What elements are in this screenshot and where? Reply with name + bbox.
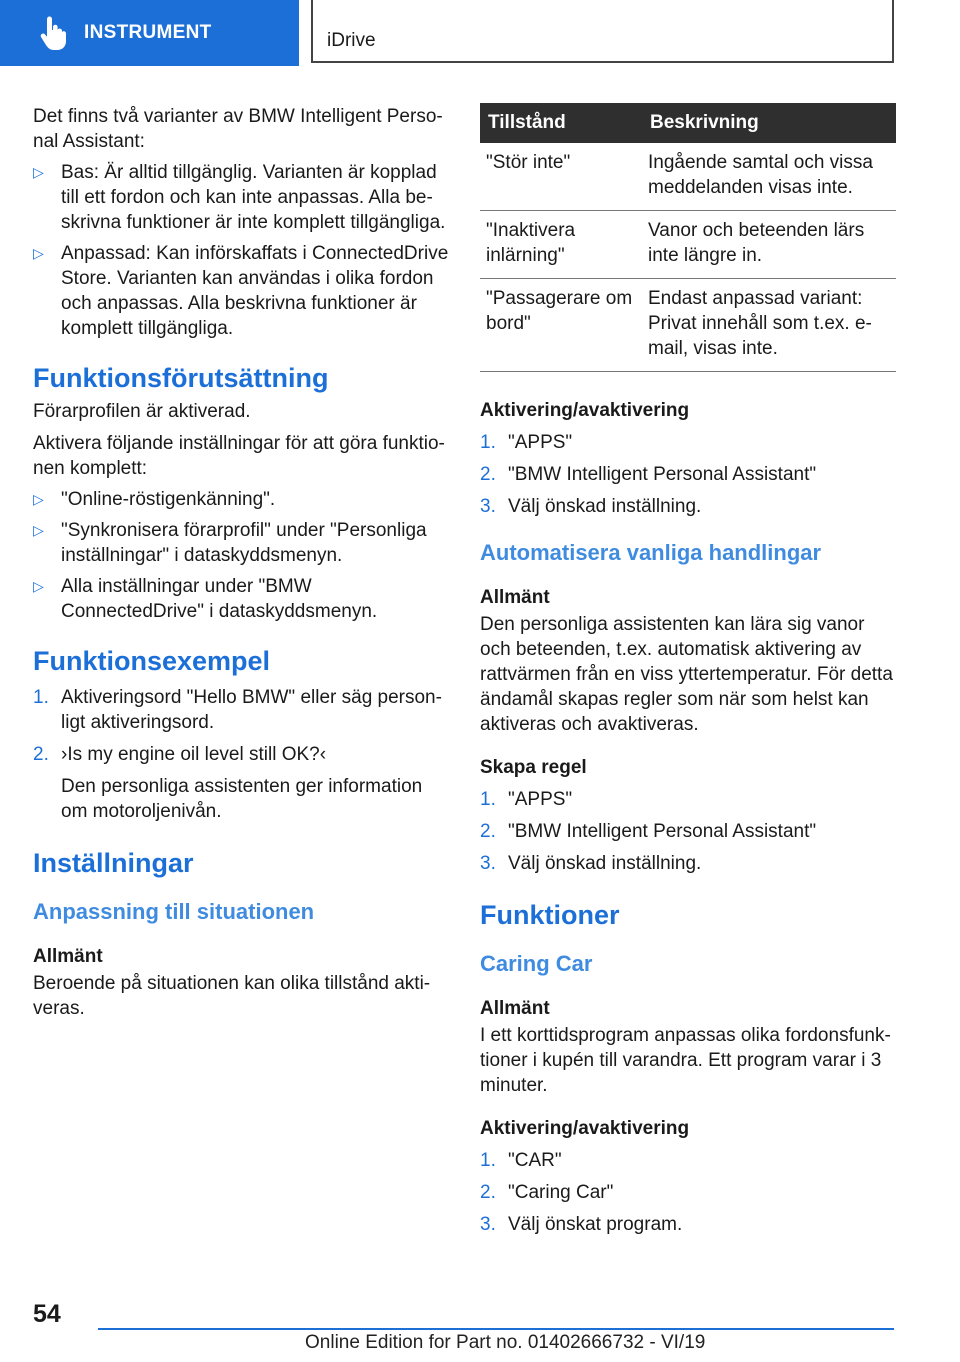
settings-heading: Inställningar: [33, 848, 194, 878]
caring-activation-label: Aktivering/avaktivering: [480, 1118, 690, 1139]
caring-step: 2. "Caring Car": [480, 1182, 614, 1203]
general-text: Beroende på situationen kan olika tillstånd akti-veras.: [33, 973, 431, 1019]
rule-label: Skapa regel: [480, 757, 587, 778]
caring-general-label: Allmänt: [480, 998, 550, 1019]
adapt-heading: Anpassning till situationen: [33, 899, 315, 924]
chapter-tab[interactable]: [311, 0, 894, 63]
prereq-heading: Funktionsförutsättning: [33, 363, 329, 393]
auto-general-text: Den personliga assistenten kan lära sig vanor och beteenden, t.ex. automatisk aktivering av rattvärmen från en viss yttertemperatur. För detta ändamål skapas regler som när som helst kan aktiveras och avaktiveras.: [480, 614, 893, 735]
activation-step: 2. "BMW Intelligent Personal Assistant": [480, 464, 817, 485]
page-number: 54: [33, 1300, 61, 1328]
intro-text: Det finns två varianter av BMW Intelligent Perso-nal Assistant:: [33, 106, 443, 152]
footer-edition: Online Edition for Part no. 01402666732 - VI/19: [305, 1332, 706, 1353]
rule-step: 1. "APPS": [480, 789, 573, 810]
caring-heading: Caring Car: [480, 951, 593, 976]
example-note: Den personliga assistenten ger information om motoroljenivån.: [61, 776, 423, 822]
triangle-bullet-icon: ▷: [33, 164, 44, 180]
prereq-line: Aktivera följande inställningar för att göra funktio-nen komplett:: [33, 433, 445, 479]
table-row: "Passagerare om bord" Endast anpassad variant: Privat innehåll som t.ex. e-mail, visas inte.: [480, 279, 896, 372]
triangle-bullet-icon: ▷: [33, 491, 44, 507]
prereq-bullet: ▷ "Synkronisera förarprofil" under "Personliga inställningar" i dataskyddsmenyn.: [33, 520, 427, 566]
right-column: [480, 103, 896, 1237]
triangle-bullet-icon: ▷: [33, 578, 44, 594]
footer-divider: [98, 1328, 894, 1330]
chapter-label: iDrive: [327, 30, 376, 51]
example-step: 2. ›Is my engine oil level still OK?‹: [33, 744, 327, 765]
pointing-hand-icon: [34, 15, 70, 51]
auto-general-label: Allmänt: [480, 587, 550, 608]
section-tab[interactable]: [0, 0, 299, 66]
table-row: "Inaktivera inlärning" Vanor och beteenden lärs inte längre in.: [480, 211, 896, 279]
variant-bullet: ▷ Anpassad: Kan införskaffats i ConnectedDrive Store. Varianten kan användas i olika fordon och anpassas. Alla beskrivna funktioner är komplett tillgängliga.: [33, 243, 449, 339]
caring-step: 3. Välj önskat program.: [480, 1214, 683, 1235]
caring-general-text: I ett korttidsprogram anpassas olika fordonsfunk-tioner i kupén till varandra. Ett program varar i 3 minuter.: [480, 1025, 891, 1096]
prereq-bullet: ▷ Alla inställningar under "BMW ConnectedDrive" i dataskyddsmenyn.: [33, 576, 378, 622]
rule-step: 2. "BMW Intelligent Personal Assistant": [480, 821, 817, 842]
table-row: "Stör inte" Ingående samtal och vissa meddelanden visas inte.: [480, 143, 896, 211]
table-header-state: Tillstånd: [480, 103, 642, 143]
left-column: [33, 100, 449, 1021]
rule-step: 3. Välj önskad inställning.: [480, 853, 702, 874]
auto-heading: Automatisera vanliga handlingar: [480, 540, 822, 565]
section-label: INSTRUMENT: [84, 22, 212, 43]
triangle-bullet-icon: ▷: [33, 245, 44, 261]
functions-heading: Funktioner: [480, 900, 620, 930]
activation-step: 3. Välj önskad inställning.: [480, 496, 702, 517]
general-label: Allmänt: [33, 946, 103, 967]
examples-heading: Funktionsexempel: [33, 646, 271, 676]
prereq-bullet: ▷ "Online-röstigenkänning".: [33, 489, 276, 510]
example-step: 1. Aktiveringsord "Hello BMW" eller säg person-ligt aktiveringsord.: [33, 687, 442, 733]
prereq-line: Förarprofilen är aktiverad.: [33, 401, 251, 422]
activation-label: Aktivering/avaktivering: [480, 400, 690, 421]
activation-step: 1. "APPS": [480, 432, 573, 453]
table-header-description: Beskrivning: [642, 103, 896, 143]
states-table: [480, 103, 896, 372]
caring-step: 1. "CAR": [480, 1150, 562, 1171]
triangle-bullet-icon: ▷: [33, 522, 44, 538]
table-header-row: [480, 103, 896, 143]
variant-bullet: ▷ Bas: Är alltid tillgänglig. Varianten är kopplad till ett fordon och kan inte anpassas. Alla be-skrivna funktioner är inte komplett tillgängliga.: [33, 162, 446, 233]
